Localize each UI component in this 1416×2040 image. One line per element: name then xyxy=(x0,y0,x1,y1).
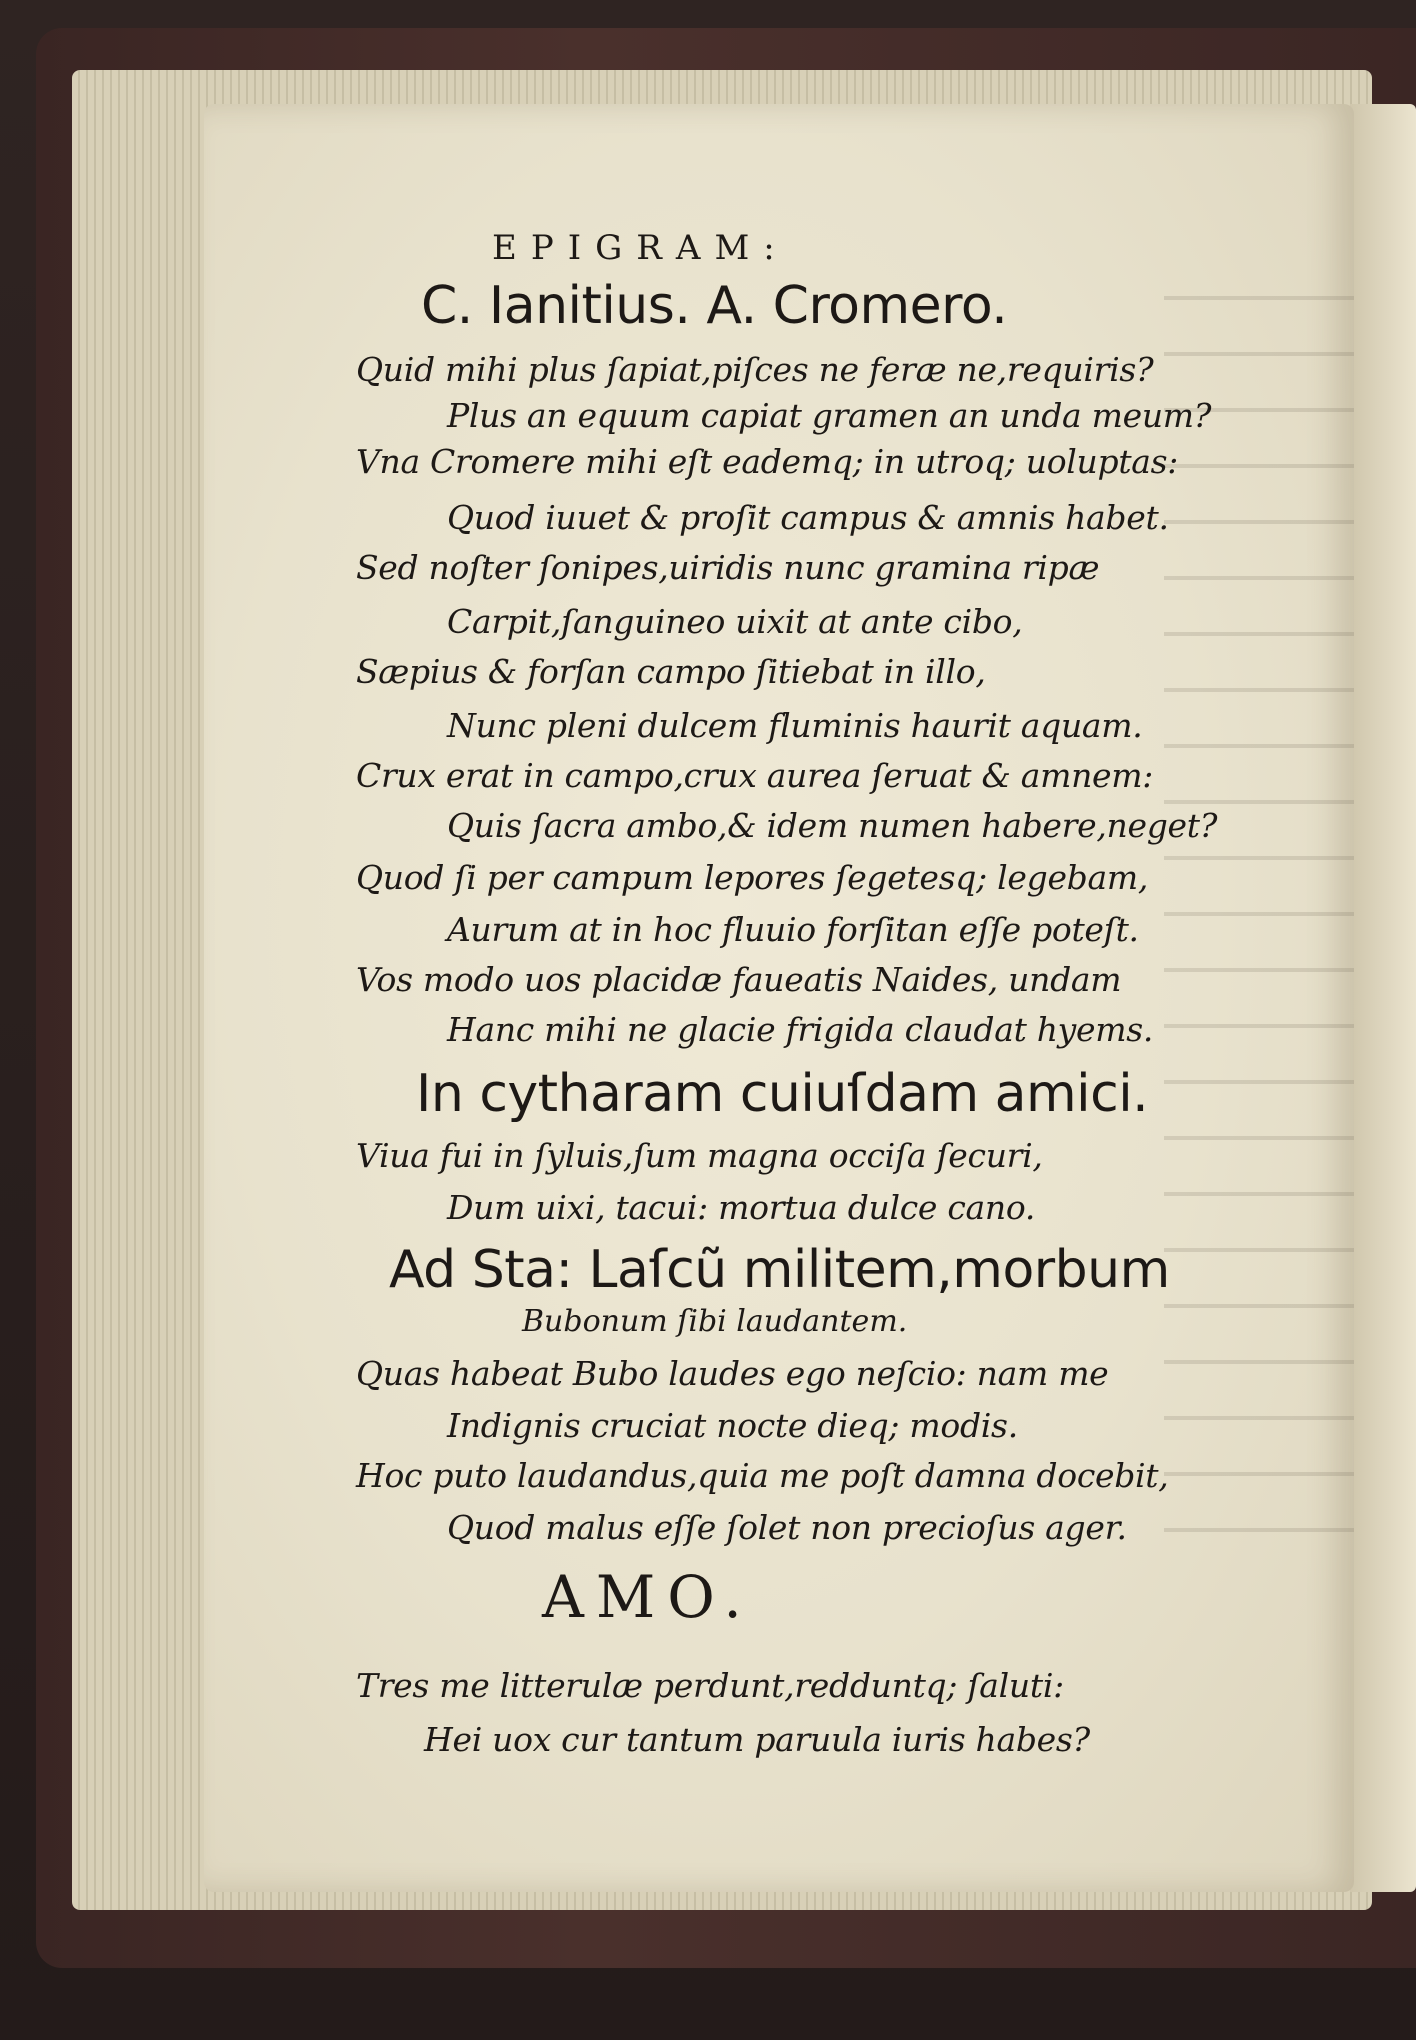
poem1-line: Quid mihi plus ſapiat,piſces ne feræ ne,requiris? xyxy=(356,350,1154,389)
poem1-line: Quod ſi per campum lepores ſegetesq; legebam, xyxy=(356,858,1149,897)
poem3-line: Indignis cruciat nocte dieq; modis. xyxy=(447,1406,1018,1445)
poem3-line: Hoc puto laudandus,quia me poſt damna docebit, xyxy=(356,1456,1169,1495)
poem2-line: Viua fui in ſyluis,ſum magna occiſa ſecuri, xyxy=(356,1136,1043,1175)
poem3-title: Ad Sta: Laſcũ militem,morbum xyxy=(389,1240,1170,1300)
running-head: EPIGRAM: xyxy=(492,228,789,268)
poem1-line: Sed noſter ſonipes,uiridis nunc gramina ripæ xyxy=(356,548,1100,587)
poem3-subtitle: Bubonum ſibi laudantem. xyxy=(522,1304,908,1339)
poem1-line: Hanc mihi ne glacie frigida claudat hyems. xyxy=(447,1010,1154,1049)
poem4-line: Hei uox cur tantum paruula iuris habes? xyxy=(424,1720,1090,1759)
book-page xyxy=(204,104,1354,1892)
poem1-line: Quod iuuet & proſit campus & amnis habet. xyxy=(447,498,1169,537)
poem1-line: Crux erat in campo,crux aurea ſeruat & amnem: xyxy=(356,756,1154,795)
poem1-title: C. Ianitius. A. Cromero. xyxy=(421,276,1008,336)
poem3-line: Quas habeat Bubo laudes ego neſcio: nam me xyxy=(356,1354,1109,1393)
poem1-line: Vos modo uos placidæ faueatis Naides, undam xyxy=(356,960,1122,999)
poem1-line: Vna Cromere mihi eſt eademq; in utroq; uoluptas: xyxy=(356,442,1179,481)
poem1-line: Plus an equum capiat gramen an unda meum? xyxy=(447,396,1212,435)
facing-page-edge xyxy=(1350,104,1416,1892)
show-through-text xyxy=(1164,244,1354,1544)
poem1-line: Nunc pleni dulcem fluminis haurit aquam. xyxy=(447,706,1143,745)
poem1-line: Sæpius & forſan campo ſitiebat in illo, xyxy=(356,652,986,691)
poem3-line: Quod malus eſſe ſolet non precioſus ager. xyxy=(447,1508,1127,1547)
poem1-line: Aurum at in hoc fluuio forſitan eſſe poteſt. xyxy=(447,910,1139,949)
poem2-title: In cytharam cuiuſdam amici. xyxy=(416,1064,1149,1124)
poem1-line: Carpit,ſanguineo uixit at ante cibo, xyxy=(447,602,1023,641)
poem4-line: Tres me litterulæ perdunt,redduntq; ſaluti: xyxy=(356,1666,1064,1705)
poem2-line: Dum uixi, tacui: mortua dulce cano. xyxy=(447,1188,1036,1227)
poem1-line: Quis ſacra ambo,& idem numen habere,neget? xyxy=(447,806,1218,845)
poem4-title: AMO. xyxy=(542,1563,754,1631)
